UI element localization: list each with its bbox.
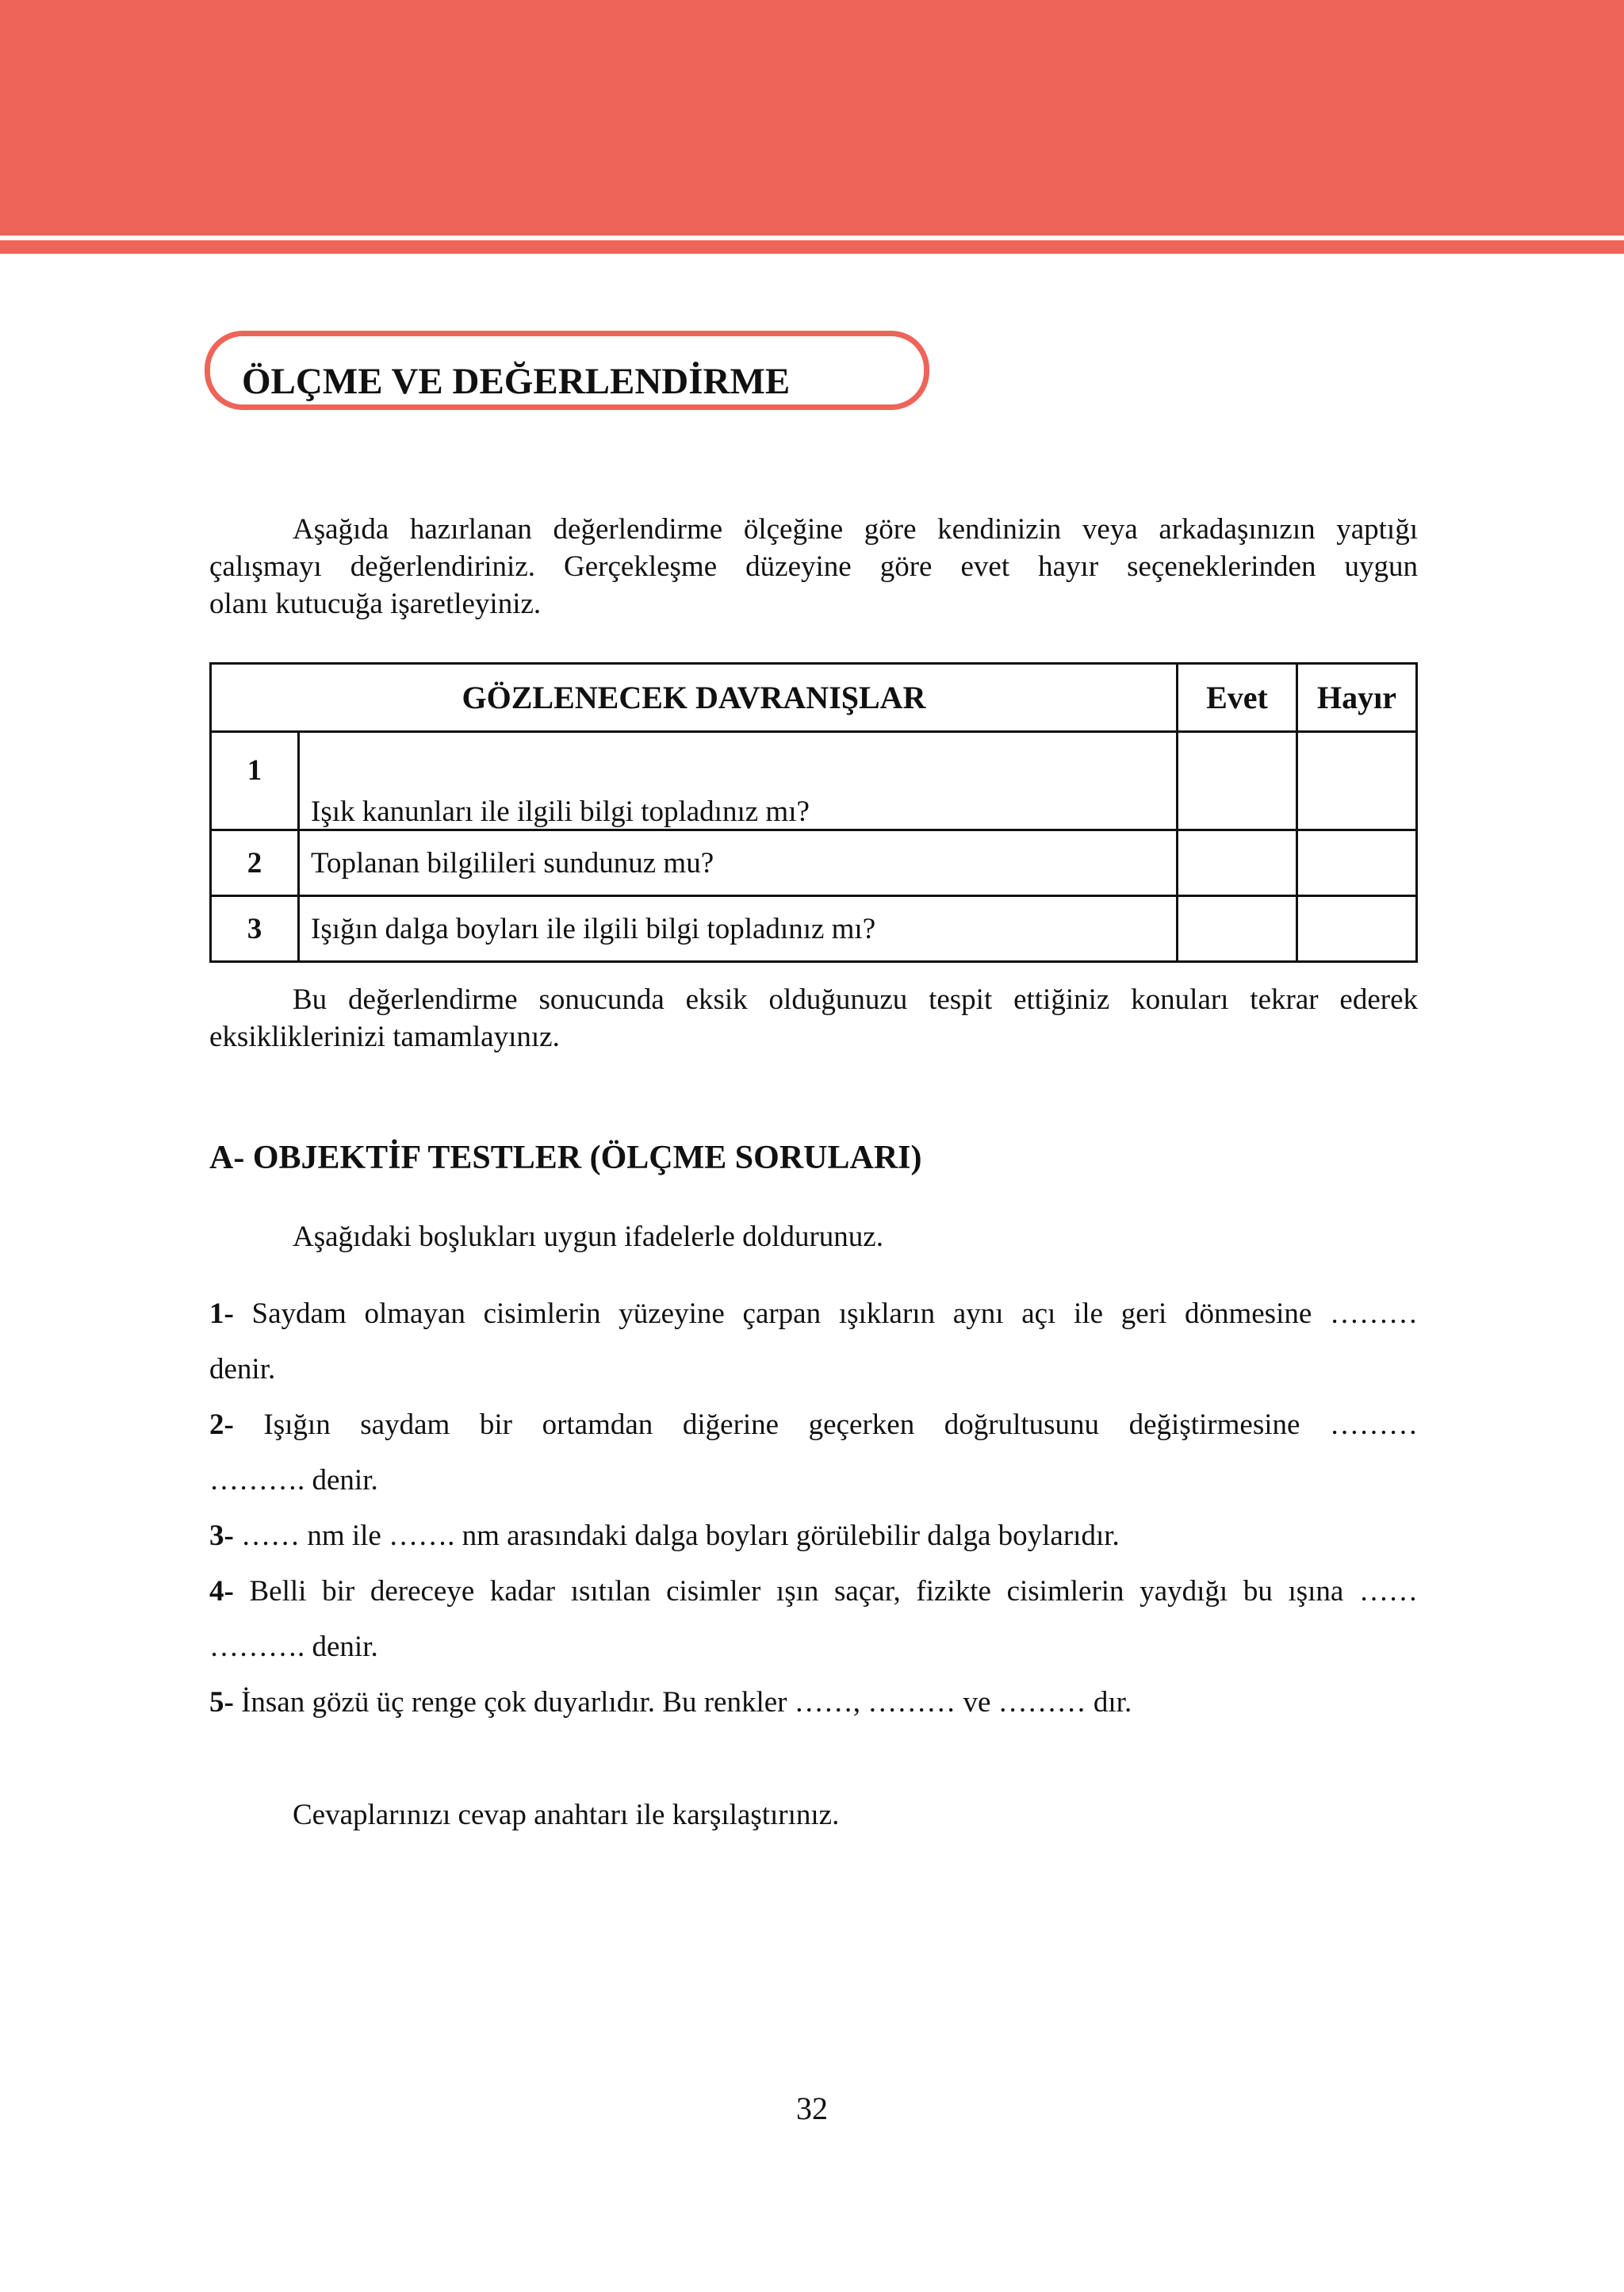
question-1-line-2: denir. (209, 1353, 276, 1386)
table-row (211, 830, 1417, 896)
row-number: 1 (211, 732, 299, 830)
question-number: 1- (209, 1297, 234, 1330)
question-number: 2- (209, 1409, 234, 1441)
row-question: Işık kanunları ile ilgili bilgi topladınız mı? (299, 732, 1178, 830)
yes-checkbox-cell[interactable] (1178, 830, 1297, 896)
question-4-line-2: ………. denir. (209, 1631, 378, 1663)
section-title-box (205, 331, 929, 410)
tests-heading: A- OBJEKTİF TESTLER (ÖLÇME SORULARI) (209, 1140, 922, 1176)
table-row (211, 732, 1417, 830)
followup-paragraph (209, 981, 1418, 1056)
yes-checkbox-cell[interactable] (1178, 896, 1297, 962)
row-number: 2 (211, 830, 299, 896)
header-band-strip (0, 240, 1624, 254)
followup-line-1: Bu değerlendirme sonucunda eksik olduğunuzu tespit ettiğiniz konuları tekrar ederek (293, 983, 1418, 1016)
question-text: Saydam olmayan cisimlerin yüzeyine çarpan ışıkların aynı açı ile geri dönmesine ……… (251, 1297, 1418, 1330)
intro-line-3: olanı kutucuğa işaretleyiniz. (209, 588, 542, 620)
table-header-row (211, 664, 1417, 732)
question-text: Işığın saydam bir ortamdan diğerine geçerken doğrultusunu değiştirmesine ……… (263, 1409, 1419, 1441)
header-behaviors: GÖZLENECEK DAVRANIŞLAR (211, 664, 1178, 732)
question-number: 5- (209, 1686, 234, 1719)
header-band (0, 0, 1624, 236)
no-checkbox-cell[interactable] (1297, 896, 1417, 962)
question-3-line-1 (209, 1519, 1418, 1553)
question-text: …… nm ile ……. nm arasındaki dalga boyları görülebilir dalga boylarıdır. (241, 1520, 1120, 1552)
question-number: 3- (209, 1520, 234, 1552)
question-text: Belli bir dereceye kadar ısıtılan cisimler ışın saçar, fizikte cisimlerin yaydığı bu ışına …… (249, 1575, 1419, 1608)
page-number: 32 (796, 2091, 828, 2126)
header-yes: Evet (1178, 664, 1297, 732)
intro-line-2: çalışmayı değerlendiriniz. Gerçekleşme düzeyine göre evet hayır seçeneklerinden uygun (209, 550, 1418, 583)
question-number: 4- (209, 1575, 234, 1608)
intro-line-1: Aşağıda hazırlanan değerlendirme ölçeğine göre kendinizin veya arkadaşınızın yaptığı (293, 513, 1418, 546)
table-row (211, 896, 1417, 962)
evaluation-table (209, 662, 1418, 963)
question-2-line-1 (209, 1408, 1418, 1442)
question-2-line-2: ………. denir. (209, 1464, 378, 1497)
question-1-line-1 (209, 1297, 1418, 1331)
tests-instruction: Aşağıdaki boşlukları uygun ifadelerle doldurunuz. (293, 1221, 883, 1253)
question-4-line-1 (209, 1574, 1418, 1608)
section-title: ÖLÇME VE DEĞERLENDİRME (242, 361, 791, 402)
no-checkbox-cell[interactable] (1297, 830, 1417, 896)
yes-checkbox-cell[interactable] (1178, 732, 1297, 830)
no-checkbox-cell[interactable] (1297, 732, 1417, 830)
row-question: Işığın dalga boyları ile ilgili bilgi topladınız mı? (299, 896, 1178, 962)
followup-line-2: eksikliklerinizi tamamlayınız. (209, 1021, 560, 1053)
intro-paragraph (209, 511, 1418, 623)
question-5-line-1 (209, 1685, 1418, 1719)
question-text: İnsan gözü üç renge çok duyarlıdır. Bu renkler ……, ……… ve ……… dır. (241, 1686, 1132, 1719)
closing-instruction: Cevaplarınızı cevap anahtarı ile karşılaştırınız. (293, 1799, 840, 1831)
row-number: 3 (211, 896, 299, 962)
row-question: Toplanan bilgilileri sundunuz mu? (299, 830, 1178, 896)
header-no: Hayır (1297, 664, 1417, 732)
